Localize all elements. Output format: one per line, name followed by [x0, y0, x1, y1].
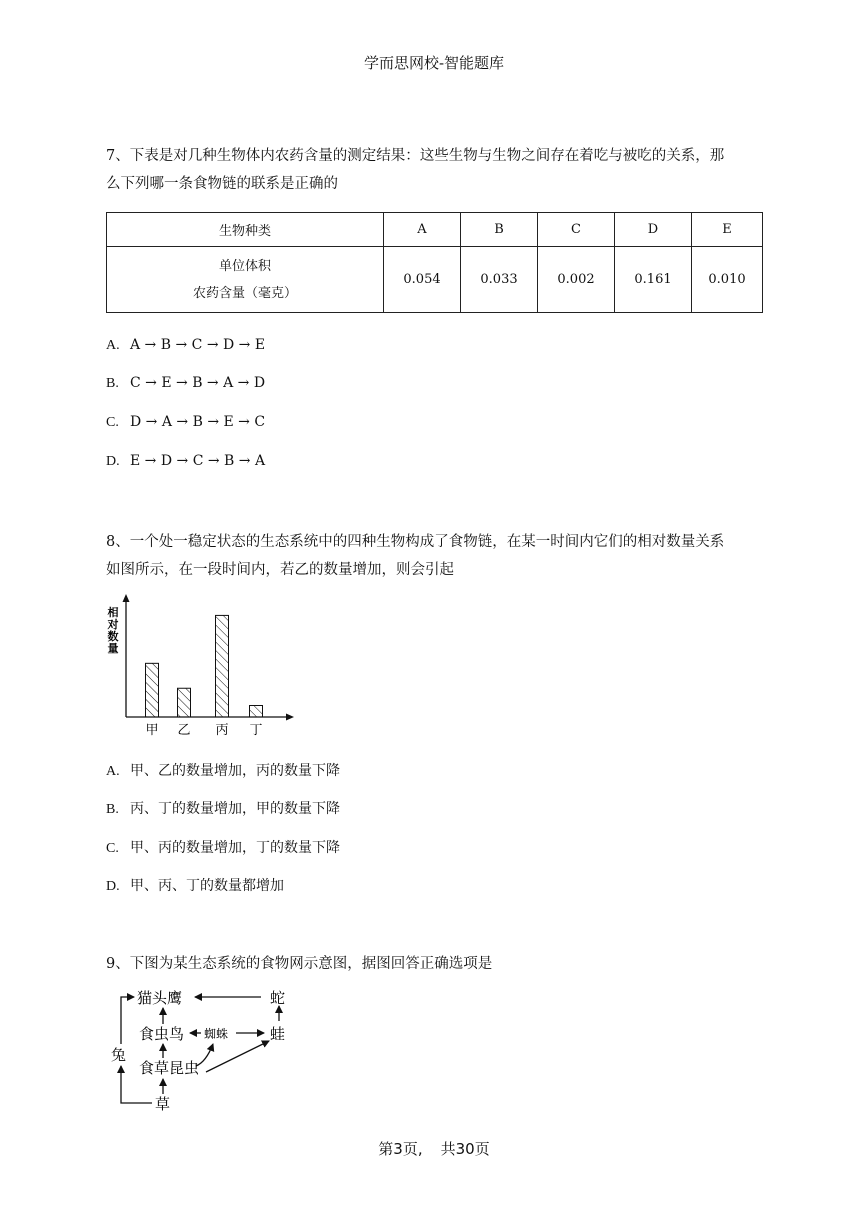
table-row-header-line-2: 农药含量（毫克） — [192, 285, 297, 301]
question-8 — [106, 528, 776, 584]
table-value-c: 0.002 — [538, 247, 615, 313]
y-axis-label-char: 量 — [107, 642, 119, 655]
q7-option-d[interactable] — [106, 453, 265, 470]
bar-3 — [250, 706, 263, 718]
q8-option-d[interactable] — [106, 875, 284, 895]
option-text: 丙、丁的数量增加，甲的数量下降 — [130, 801, 340, 817]
bars-group — [146, 615, 263, 717]
q7-option-a[interactable] — [106, 337, 265, 354]
q7-option-b[interactable] — [106, 375, 265, 392]
table-row — [107, 213, 763, 247]
table-header-cell: 生物种类 — [107, 213, 384, 247]
table-col-d: D — [615, 213, 692, 247]
x-tick-label: 丙 — [215, 723, 229, 738]
node-cao: 草 — [155, 1095, 171, 1113]
pesticide-table — [106, 212, 763, 313]
option-label: A. — [106, 338, 120, 353]
node-zhizhu: 蜘蛛 — [204, 1027, 229, 1041]
node-shicaokunchong: 食草昆虫 — [139, 1059, 200, 1077]
bar-0 — [146, 663, 159, 717]
q8-option-c[interactable] — [106, 837, 340, 857]
table-row-header-line-1: 单位体积 — [218, 258, 271, 274]
option-label: B. — [106, 376, 119, 391]
option-text: 甲、乙的数量增加，丙的数量下降 — [130, 763, 340, 779]
table-value-b: 0.033 — [461, 247, 538, 313]
option-label: D. — [106, 879, 120, 894]
x-axis-arrow-icon — [286, 714, 294, 721]
x-tick-label: 丁 — [249, 723, 263, 738]
bar-1 — [178, 688, 191, 717]
option-text: E → D → C → B → A — [130, 453, 266, 469]
option-text: C → E → B → A → D — [130, 375, 266, 391]
option-label: A. — [106, 764, 120, 779]
q7-option-c[interactable] — [106, 414, 265, 431]
option-label: B. — [106, 802, 119, 817]
node-she: 蛇 — [270, 989, 286, 1007]
question-7-line-1: 7、下表是对几种生物体内农药含量的测定结果：这些生物与生物之间存在着吃与被吃的关系，那 — [106, 148, 725, 164]
table-col-b: B — [461, 213, 538, 247]
table-col-a: A — [384, 213, 461, 247]
question-7 — [106, 142, 776, 198]
option-label: C. — [106, 841, 119, 856]
option-text: 甲、丙、丁的数量都增加 — [130, 878, 284, 894]
table-row-header — [107, 247, 384, 313]
food-web-diagram — [106, 984, 316, 1114]
page-number: 第3页, — [378, 1140, 423, 1158]
question-8-line-1: 8、一个处一稳定状态的生态系统中的四种生物构成了食物链，在某一时间内它们的相对数量关系 — [106, 534, 725, 550]
page-header: 学而思网校-智能题库 — [363, 54, 505, 72]
q8-option-a[interactable] — [106, 760, 340, 780]
y-axis-label — [107, 605, 119, 655]
q8-option-b[interactable] — [106, 798, 340, 818]
y-axis-arrow-icon — [123, 594, 130, 602]
node-wa: 蛙 — [270, 1025, 286, 1043]
option-label: C. — [106, 415, 119, 430]
x-tick-labels — [145, 723, 262, 738]
page-total: 共30页 — [440, 1140, 490, 1158]
table-value-a: 0.054 — [384, 247, 461, 313]
page-footer — [0, 1138, 868, 1159]
table-value-d: 0.161 — [615, 247, 692, 313]
bar-2 — [216, 615, 229, 717]
table-col-c: C — [538, 213, 615, 247]
question-8-line-2: 如图所示，在一段时间内，若乙的数量增加，则会引起 — [106, 562, 454, 578]
question-9-line-1: 9、下图为某生态系统的食物网示意图，据图回答正确选项是 — [106, 956, 493, 972]
x-tick-label: 甲 — [145, 723, 159, 738]
edge-tu-maotouying — [121, 997, 134, 1044]
relative-quantity-chart — [106, 592, 306, 742]
y-axis-label-char: 相 — [107, 606, 119, 619]
option-text: 甲、丙的数量增加，丁的数量下降 — [130, 840, 340, 856]
option-label: D. — [106, 454, 120, 469]
option-text: D → A → B → E → C — [130, 414, 266, 430]
question-7-line-2: 么下列哪一条食物链的联系是正确的 — [106, 176, 338, 192]
x-tick-label: 乙 — [177, 723, 191, 738]
node-maotouying: 猫头鹰 — [137, 989, 183, 1007]
node-tu: 兔 — [111, 1046, 127, 1064]
edge-kunchong-wa — [206, 1041, 269, 1072]
option-text: A → B → C → D → E — [130, 337, 266, 353]
y-axis-label-char: 对 — [107, 618, 119, 631]
node-shichongniao: 食虫鸟 — [139, 1025, 185, 1043]
table-value-e: 0.010 — [692, 247, 763, 313]
y-axis-label-char: 数 — [107, 630, 119, 643]
table-row — [107, 247, 763, 313]
table-col-e: E — [692, 213, 763, 247]
question-9 — [106, 950, 776, 978]
